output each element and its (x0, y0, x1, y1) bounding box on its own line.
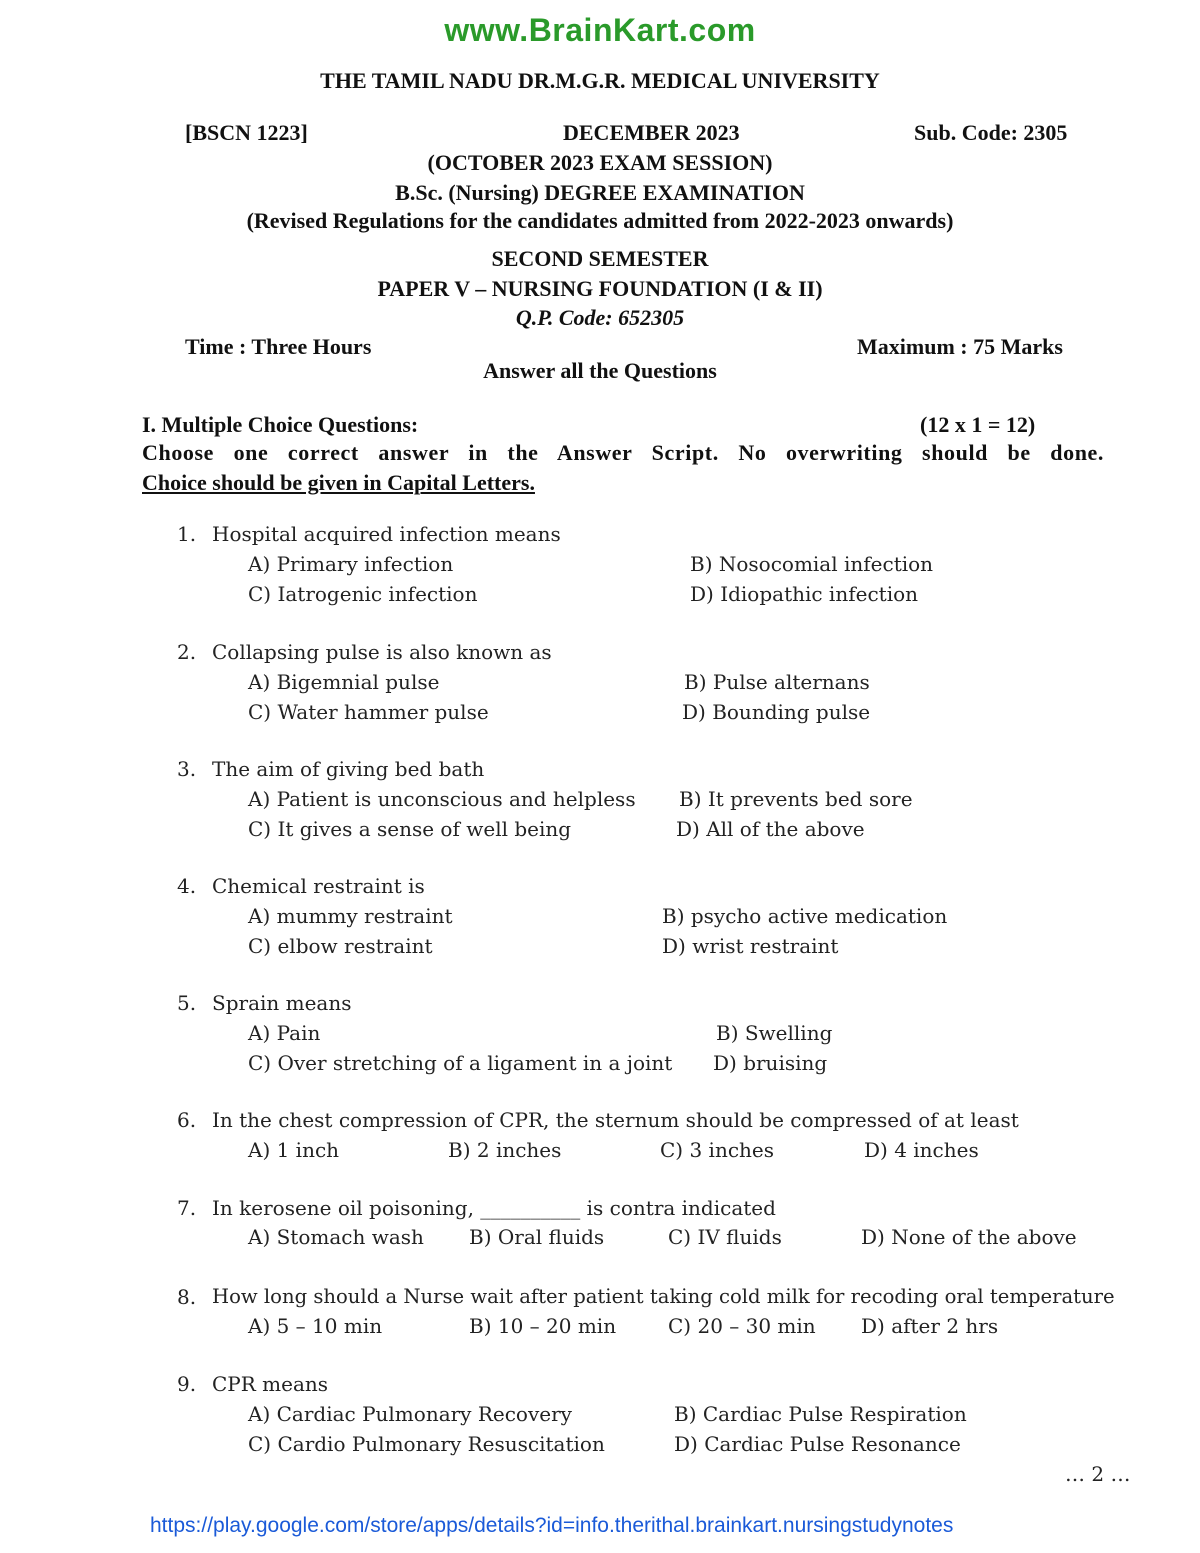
option-b: B) Pulse alternans (684, 670, 870, 694)
option-b: B) 2 inches (448, 1138, 562, 1162)
option-d: D) wrist restraint (662, 934, 839, 958)
footer-link[interactable]: https://play.google.com/store/apps/details?id=info.therithal.brainkart.nursingstudynotes (150, 1514, 954, 1537)
option-c: C) It gives a sense of well being (248, 817, 572, 841)
option-d: D) bruising (713, 1051, 828, 1075)
option-d: D) None of the above (861, 1225, 1077, 1249)
option-c: C) 20 – 30 min (668, 1314, 816, 1338)
paper-title: PAPER V – NURSING FOUNDATION (I & II) (377, 276, 823, 301)
option-b: B) Oral fluids (469, 1225, 605, 1249)
option-c: C) Water hammer pulse (248, 700, 489, 724)
option-b: B) It prevents bed sore (679, 787, 913, 811)
question-text: Hospital acquired infection means (212, 522, 561, 546)
exam-month: DECEMBER 2023 (563, 120, 740, 145)
option-c: C) Over stretching of a ligament in a joint (248, 1051, 673, 1075)
exam-code: [BSCN 1223] (185, 120, 308, 145)
page-continued: … 2 … (1065, 1462, 1131, 1486)
question-text: CPR means (212, 1372, 329, 1396)
option-a: A) 5 – 10 min (248, 1314, 383, 1338)
section-instruction: Choose one correct answer in the Answer Script. No overwriting should be done. (142, 440, 1104, 465)
section-instruction-underlined: Choice should be given in Capital Letters. (142, 470, 535, 495)
option-b: B) Cardiac Pulse Respiration (674, 1402, 967, 1426)
option-d: D) Idiopathic infection (690, 582, 919, 606)
degree-title: B.Sc. (Nursing) DEGREE EXAMINATION (395, 180, 805, 205)
question-number: 6. (177, 1108, 197, 1132)
question-text: In the chest compression of CPR, the sternum should be compressed of at least (212, 1108, 1019, 1132)
option-d: D) 4 inches (864, 1138, 979, 1162)
option-a: A) Pain (248, 1021, 321, 1045)
question-text: In kerosene oil poisoning, __________ is contra indicated (212, 1196, 776, 1220)
semester-title: SECOND SEMESTER (491, 246, 709, 271)
option-b: B) Nosocomial infection (690, 552, 934, 576)
option-c: C) Iatrogenic infection (248, 582, 478, 606)
question-number: 7. (177, 1196, 197, 1220)
exam-time: Time : Three Hours (185, 334, 372, 359)
option-a: A) mummy restraint (248, 904, 453, 928)
option-d: D) All of the above (676, 817, 865, 841)
option-a: A) Patient is unconscious and helpless (248, 787, 636, 811)
section-title: I. Multiple Choice Questions: (142, 412, 419, 437)
subject-code: Sub. Code: 2305 (914, 120, 1068, 145)
question-text: Chemical restraint is (212, 874, 425, 898)
question-number: 8. (177, 1285, 197, 1309)
university-name: THE TAMIL NADU DR.M.G.R. MEDICAL UNIVERSITY (320, 68, 880, 93)
option-a: A) 1 inch (248, 1138, 340, 1162)
qp-code: Q.P. Code: 652305 (515, 305, 685, 330)
question-number: 9. (177, 1372, 197, 1396)
option-c: C) Cardio Pulmonary Resuscitation (248, 1432, 605, 1456)
question-text: Sprain means (212, 991, 352, 1015)
option-d: D) Cardiac Pulse Resonance (674, 1432, 961, 1456)
option-b: B) psycho active medication (662, 904, 948, 928)
option-c: C) IV fluids (668, 1225, 782, 1249)
max-marks: Maximum : 75 Marks (857, 334, 1063, 359)
question-text: How long should a Nurse wait after patient taking cold milk for recoding oral temperature (212, 1285, 1115, 1308)
site-watermark[interactable]: www.BrainKart.com (444, 12, 756, 48)
question-number: 5. (177, 991, 197, 1015)
option-c: C) elbow restraint (248, 934, 433, 958)
option-d: D) after 2 hrs (861, 1314, 999, 1338)
option-a: A) Stomach wash (248, 1225, 424, 1249)
option-a: A) Primary infection (248, 552, 454, 576)
answer-all-instruction: Answer all the Questions (483, 358, 717, 383)
option-c: C) 3 inches (660, 1138, 775, 1162)
question-number: 1. (177, 522, 197, 546)
exam-session: (OCTOBER 2023 EXAM SESSION) (427, 150, 773, 175)
option-b: B) Swelling (716, 1021, 833, 1045)
regulations-note: (Revised Regulations for the candidates admitted from 2022-2023 onwards) (246, 208, 954, 233)
question-number: 3. (177, 757, 197, 781)
option-a: A) Cardiac Pulmonary Recovery (248, 1402, 572, 1426)
option-d: D) Bounding pulse (682, 700, 871, 724)
question-number: 4. (177, 874, 197, 898)
question-number: 2. (177, 640, 197, 664)
section-marks: (12 x 1 = 12) (920, 412, 1036, 437)
option-b: B) 10 – 20 min (469, 1314, 617, 1338)
option-a: A) Bigemnial pulse (248, 670, 440, 694)
question-text: The aim of giving bed bath (212, 757, 485, 781)
question-text: Collapsing pulse is also known as (212, 640, 552, 664)
